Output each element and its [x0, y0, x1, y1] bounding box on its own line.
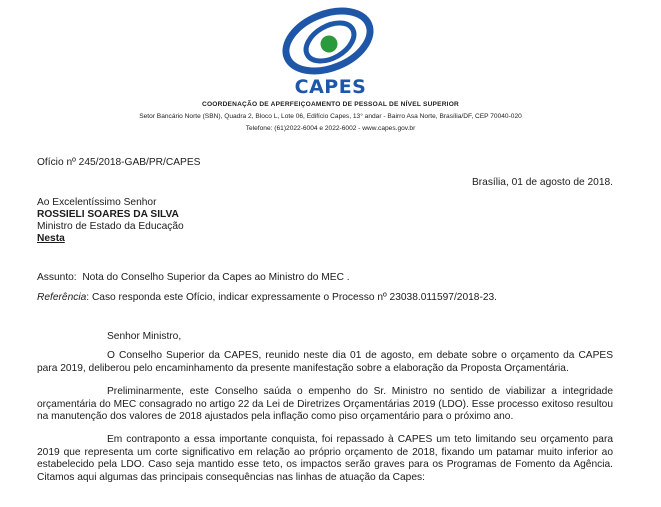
- recipient-title: Ministro de Estado da Educação: [37, 221, 184, 232]
- subject-line: [37, 271, 350, 284]
- logo-green-dot: [321, 36, 338, 53]
- org-contact: Telefone: (61)2022-6004 e 2022-6002 - www.capes.gov.br: [245, 125, 416, 132]
- org-address: Setor Bancário Norte (SBN), Quadra 2, Bloco L, Lote 06, Edifício Capes, 13° andar - Bairro Asa Norte, Brasília/DF, CEP 70040-020: [139, 113, 522, 120]
- org-name: COORDENAÇÃO DE APERFEIÇOAMENTO DE PESSOAL DE NÍVEL SUPERIOR: [201, 101, 460, 108]
- reference-text: : Caso responda este Ofício, indicar expressamente o Processo nº 23038.011597/2018-23.: [86, 292, 497, 303]
- recipient-salutation: Ao Excelentíssimo Senhor: [37, 197, 157, 208]
- brand-name: CAPES: [294, 76, 367, 98]
- place-date: Brasília, 01 de agosto de 2018.: [471, 177, 613, 188]
- reference-label: Referência: [37, 292, 87, 303]
- subject-text: Nota do Conselho Superior da Capes ao Ministro do MEC .: [82, 272, 350, 283]
- letter-number: Ofício nº 245/2018-GAB/PR/CAPES: [37, 157, 201, 168]
- recipient-name: ROSSIELI SOARES DA SILVA: [37, 209, 179, 220]
- recipient-location: Nesta: [37, 233, 65, 244]
- paragraph-1: O Conselho Superior da CAPES, reunido neste dia 01 de agosto, em debate sobre o orçamento da CAPES para 2019, deliberou pelo encaminhamento da presente manifestação sobre a elaboração da Proposta Orçamentária.: [37, 350, 613, 374]
- paragraph-2: Preliminarmente, este Conselho saúda o empenho do Sr. Ministro no sentido de viabilizar a integridade orçamentária do MEC consagrado no artigo 22 da Lei de Diretrizes Orçamentárias 2019 (LDO). Esse processo exitoso resultou na manutenção dos valores de 2018 ajustados pela inflação como piso orçamentário para o próximo ano.: [37, 386, 613, 422]
- greeting: Senhor Ministro,: [107, 331, 182, 342]
- reference-line: [37, 291, 497, 304]
- subject-label: Assunto:: [37, 272, 77, 283]
- paragraph-3: Em contraponto a essa importante conquista, foi repassado à CAPES um teto limitando seu orçamento para 2019 que representa um corte significativo em relação ao próprio orçamento de 2018, fixando um patamar muito inferior ao estabelecido pela LDO. Caso seja mantido esse teto, os impactos serão graves para os Programas de Fomento da Agência. Citamos aqui algumas das principais consequências nas linhas de atuação da Capes:: [37, 434, 613, 483]
